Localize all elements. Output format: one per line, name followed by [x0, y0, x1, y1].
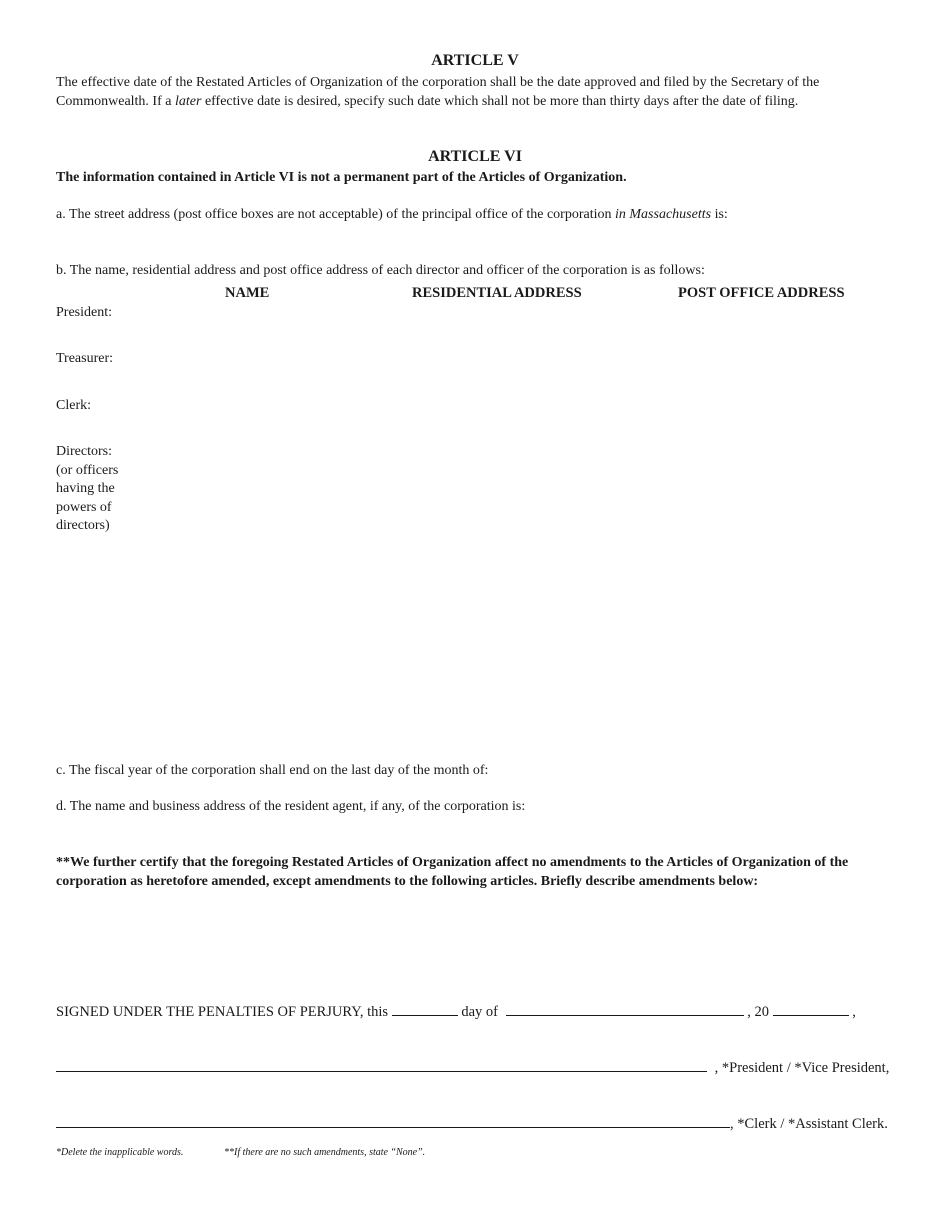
row-label-president: President:	[56, 305, 112, 320]
column-header-post-office-address: POST OFFICE ADDRESS	[678, 285, 845, 301]
year-blank[interactable]	[773, 1001, 849, 1016]
month-blank[interactable]	[506, 1001, 744, 1016]
article-v-text-part-2: effective date is desired, specify such date which shall not be more than thirty days after the date of filing.	[201, 94, 799, 109]
item-b: b. The name, residential address and post office address of each director and officer of the corporation is as follows:	[56, 263, 705, 278]
footnote-no-amendments: **If there are no such amendments, state “None”.	[224, 1147, 426, 1158]
year-prefix: , 20	[747, 1004, 769, 1020]
article-v-text	[56, 73, 896, 111]
footnote-delete-words: *Delete the inapplicable words.	[56, 1147, 184, 1158]
article-vi-title: ARTICLE VI	[428, 148, 522, 165]
column-header-name: NAME	[225, 285, 270, 301]
article-v-text-part-1: The effective date of the Restated Articles of Organization of the corporation shall be the date approved and filed by the Secretary of the Commonwealth. If a	[56, 75, 820, 109]
row-label-treasurer: Treasurer:	[56, 351, 114, 366]
row-label-clerk: Clerk:	[56, 398, 91, 413]
item-a-part-2: is:	[711, 207, 728, 222]
signed-prefix: SIGNED UNDER THE PENALTIES OF PERJURY, this	[56, 1004, 389, 1020]
clerk-signature-line	[56, 1113, 888, 1133]
directors-line: having the	[56, 481, 115, 496]
president-label: , *President / *Vice President,	[714, 1060, 890, 1076]
day-blank[interactable]	[392, 1001, 458, 1016]
directors-line: powers of	[56, 499, 112, 515]
president-signature-line	[56, 1057, 889, 1077]
item-a-part-1: a. The street address (post office boxes are not acceptable) of the principal office of the corporation	[56, 207, 615, 222]
row-label-directors	[56, 443, 118, 536]
signed-trailing-comma: ,	[852, 1004, 856, 1020]
column-header-residential-address: RESIDENTIAL ADDRESS	[412, 285, 582, 301]
directors-line: (or officers	[56, 462, 119, 478]
signed-under-penalties-line	[56, 1001, 856, 1021]
item-d: d. The name and business address of the resident agent, if any, of the corporation is:	[56, 799, 526, 814]
directors-line: Directors:	[56, 444, 112, 459]
article-vi-notice: The information contained in Article VI is not a permanent part of the Articles of Organization.	[56, 170, 627, 185]
item-c: c. The fiscal year of the corporation shall end on the last day of the month of:	[56, 763, 489, 778]
certify-statement: **We further certify that the foregoing Restated Articles of Organization affect no amendments to the Articles of Organization of the corporation as heretofore amended, except amendments to the following articles. Briefly describe amendments below:	[56, 855, 849, 889]
item-a	[56, 205, 896, 224]
article-v-text-italic: later	[174, 94, 202, 109]
clerk-label: , *Clerk / *Assistant Clerk.	[730, 1116, 888, 1132]
article-v-title: ARTICLE V	[431, 52, 519, 69]
item-a-italic: in Massachusetts	[615, 207, 712, 222]
president-signature-blank[interactable]	[56, 1057, 707, 1072]
clerk-signature-blank[interactable]	[56, 1113, 730, 1128]
day-of-label: day of	[461, 1004, 498, 1020]
directors-line: directors)	[56, 518, 110, 533]
